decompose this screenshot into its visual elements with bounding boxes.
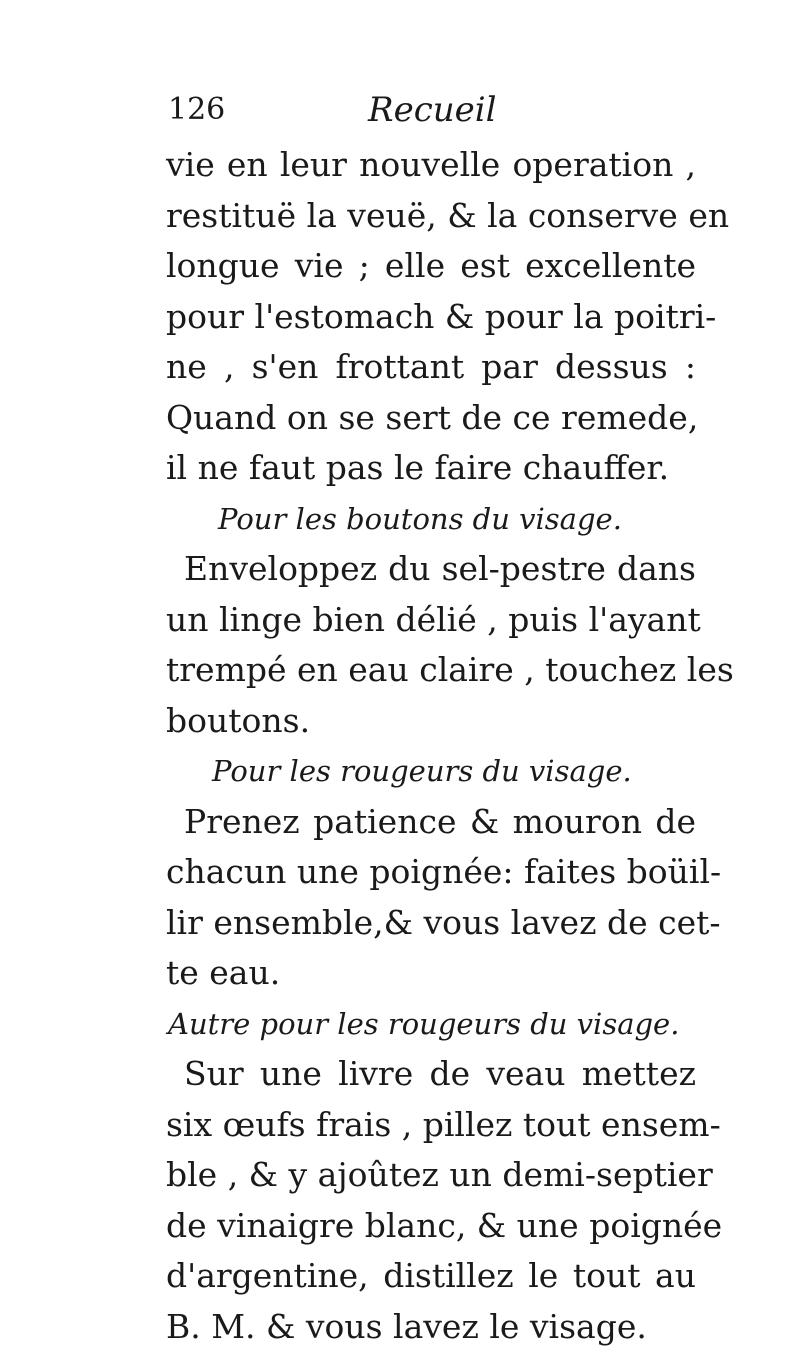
page-number: 126 bbox=[168, 92, 225, 127]
recipe-autre-rougeurs bbox=[166, 999, 696, 1352]
text-line: d'argentine, distillez le tout au bbox=[166, 1251, 696, 1302]
continued-paragraph bbox=[166, 140, 696, 494]
page-header bbox=[168, 92, 688, 140]
text-line: longue vie ; elle est excellente bbox=[166, 241, 696, 292]
text-line: Quand on se sert de ce remede, bbox=[166, 393, 696, 444]
text-line: pour l'estomach & pour la poitri- bbox=[166, 292, 696, 343]
text-line: un linge bien délié , puis l'ayant bbox=[166, 595, 696, 646]
text-line: B. M. & vous lavez le visage. bbox=[166, 1302, 696, 1352]
text-line: de vinaigre blanc, & une poignée bbox=[166, 1201, 696, 1252]
text-line: Sur une livre de veau mettez bbox=[166, 1049, 696, 1100]
text-line: vie en leur nouvelle operation , bbox=[166, 140, 696, 191]
recipe-heading: Autre pour les rougeurs du visage. bbox=[166, 999, 696, 1050]
text-line: boutons. bbox=[166, 696, 696, 747]
text-line: ne , s'en frottant par dessus : bbox=[166, 342, 696, 393]
recipe-heading: Pour les rougeurs du visage. bbox=[166, 746, 696, 797]
text-line: ble , & y ajoûtez un demi-septier bbox=[166, 1150, 696, 1201]
text-line: Prenez patience & mouron de bbox=[166, 797, 696, 848]
text-line: chacun une poignée: faites boüil- bbox=[166, 847, 696, 898]
page-body bbox=[166, 140, 696, 1352]
text-line: il ne faut pas le faire chauffer. bbox=[166, 443, 696, 494]
recipe-boutons bbox=[166, 494, 696, 747]
text-line: trempé en eau claire , touchez les bbox=[166, 645, 696, 696]
text-line: restituë la veuë, & la conserve en bbox=[166, 191, 696, 242]
recipe-rougeurs bbox=[166, 746, 696, 999]
text-line: Enveloppez du sel-pestre dans bbox=[166, 544, 696, 595]
text-line: six œufs frais , pillez tout ensem- bbox=[166, 1100, 696, 1151]
text-line: lir ensemble,& vous lavez de cet- bbox=[166, 898, 696, 949]
text-line: te eau. bbox=[166, 948, 696, 999]
running-head: Recueil bbox=[368, 90, 497, 130]
recipe-heading: Pour les boutons du visage. bbox=[166, 494, 696, 545]
